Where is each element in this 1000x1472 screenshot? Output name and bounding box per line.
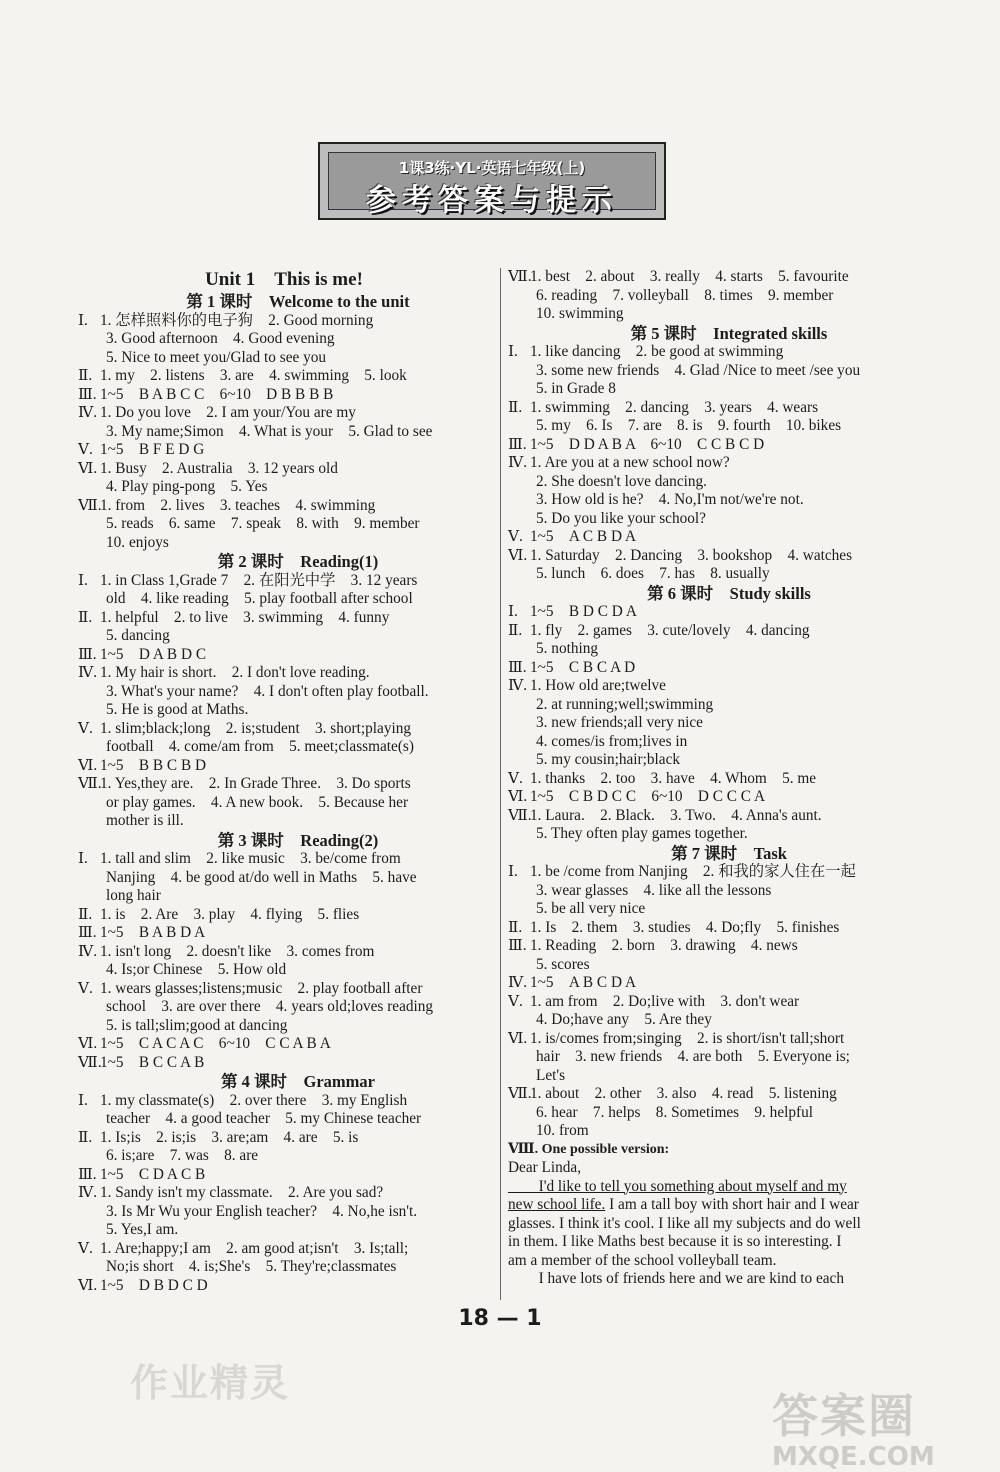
answer-line-indented [508,491,922,510]
answer-line-indented [508,1011,922,1030]
answer-line [508,268,922,287]
watermark-right-en: MXQE.COM [772,1442,935,1472]
answer-text: 1. my classmate(s) 2. over there 3. my English [100,1091,408,1109]
answer-text: 1. Busy 2. Australia 3. 12 years old [100,459,338,477]
roman-numeral: Ⅲ. [78,1165,97,1183]
answer-text: 3. How old is he? 4. No,I'm not/we're not. [536,491,804,508]
answer-line [78,850,490,869]
roman-numeral: Ⅴ. [78,979,93,997]
answer-text: 3. My name;Simon 4. What is your 5. Glad to see [106,422,433,440]
answer-text: 1~5 D A B D C [100,645,207,663]
roman-numeral: Ⅰ. [78,571,88,589]
answer-line [78,720,490,739]
answer-line [508,1030,922,1049]
answer-text: 1~5 B F E D G [100,441,205,458]
answer-text: 3. new friends;all very nice [536,714,703,731]
roman-numeral: Ⅲ. [78,924,97,941]
essay-line: Dear Linda, [508,1159,582,1176]
answer-line [78,646,490,665]
answer-text: 1~5 B B C B D [100,756,207,774]
essay-line: I'd like to tell you something about myself and my [508,1177,847,1195]
answer-text: hair 3. new friends 4. are both 5. Everyone is; [536,1048,850,1065]
answer-line-indented [78,627,490,646]
answer-text: 1. My hair is short. 2. I don't love reading. [100,664,370,681]
roman-numeral: Ⅶ. [508,268,532,285]
roman-numeral: Ⅵ. [508,1029,528,1047]
roman-numeral: Ⅱ. [78,608,93,626]
answer-line-indented [78,1017,490,1036]
answer-text: 1~5 C B D C C 6~10 D C C C A [530,788,765,805]
answer-text: school 3. are over there 4. years old;loves reading [106,998,434,1015]
answer-line-indented [508,1104,922,1123]
answer-line [78,1184,490,1203]
answer-line-indented [508,640,922,659]
answer-text: 1. Do you love 2. I am your/You are my [100,404,356,421]
section-heading: 第 3 课时 Reading(2) [217,830,379,850]
answer-text: 1~5 B A B C C 6~10 D B B B B [100,385,334,403]
answer-text: 3. What's your name? 4. I don't often play football. [106,682,429,700]
roman-numeral: Ⅳ. [78,1184,98,1201]
answer-text: 1~5 C D A C B [100,1165,206,1183]
answer-line-continued [78,887,490,906]
answer-line-indented [78,683,490,702]
answer-line [78,980,490,999]
roman-numeral: Ⅰ. [508,863,518,880]
answer-text: 1~5 B C C A B [100,1053,205,1071]
watermark-right [772,1380,984,1472]
answer-line [78,460,490,479]
answer-text: 10. from [536,1122,589,1139]
answer-text: 4. Play ping-pong 5. Yes [106,478,268,495]
answer-line [508,528,922,547]
answer-line-indented [508,751,922,770]
answer-text: 1. slim;black;long 2. is;student 3. short;playing [100,719,412,737]
answer-line [508,399,922,418]
answer-text: 1~5 A B C D A [530,974,637,991]
answer-line [78,497,490,516]
roman-numeral: Ⅶ. [508,1085,532,1102]
answer-text: 3. some new friends 4. Glad /Nice to meet /see you [536,361,861,379]
answer-text: mother is ill. [106,812,184,829]
answer-line [508,937,922,956]
answer-text: 1. 怎样照料你的电子狗 2. Good morning [100,311,374,329]
roman-numeral: Ⅲ. [508,658,527,676]
answer-text: 5. Do you like your school? [536,509,706,527]
answer-text: 2. She doesn't love dancing. [536,472,707,490]
answer-line-continued [78,869,490,888]
answer-text: 5. nothing [536,640,599,657]
answer-text: 5. lunch 6. does 7. has 8. usually [536,565,770,582]
answer-text: 1. Is;is 2. is;is 3. are;am 4. are 5. is [100,1128,359,1146]
roman-numeral: Ⅰ. [508,603,518,620]
roman-numeral: Ⅴ. [508,769,523,787]
roman-numeral: Ⅳ. [78,664,98,681]
answer-line [508,547,922,566]
answer-text: 1. swimming 2. dancing 3. years 4. wears [530,398,819,416]
answer-line [508,603,922,622]
answer-text: 1. my 2. listens 3. are 4. swimming 5. look [100,367,407,384]
answer-text: 5. be all very nice [536,900,646,917]
header-subtitle: 1课3练·YL·英语七年级(上) [398,159,586,177]
answer-line-indented [508,733,922,752]
answer-line [508,436,922,455]
page-number: 18 — 1 [458,1306,542,1331]
answer-text: 1~5 C B C A D [530,658,636,676]
answer-text: 10. enjoys [106,533,169,551]
answer-line-indented [508,956,922,975]
section-heading: 第 2 课时 Reading(1) [217,552,379,571]
answer-line-indented [508,473,922,492]
answer-line-indented [78,534,490,553]
column-divider [500,268,501,1300]
answer-text: 1~5 C A C A C 6~10 C C A B A [100,1035,331,1052]
answer-text: teacher 4. a good teacher 5. my Chinese teacher [106,1110,422,1127]
roman-numeral: Ⅴ. [78,719,93,737]
roman-numeral: Ⅶ. [508,806,532,824]
answer-line [78,572,490,591]
answer-text: 1. How old are;twelve [530,677,666,694]
roman-numeral: Ⅶ. [78,1053,102,1071]
essay-line: I have lots of friends here and we are kind to each [508,1270,844,1287]
answer-text: 1. tall and slim 2. like music 3. be/come from [100,850,401,867]
essay-line [508,1196,922,1215]
answer-line-indented [78,349,490,368]
answer-line-continued [508,1048,922,1067]
roman-numeral: Ⅶ. [78,496,102,514]
section-heading: 第 5 课时 Integrated skills [630,323,828,343]
answer-line-indented [78,515,490,534]
answer-text: 1. wears glasses;listens;music 2. play football after [100,979,423,997]
answer-line [508,919,922,938]
roman-numeral: Ⅴ. [508,528,523,545]
answer-line [78,906,490,925]
answer-text: 5. in Grade 8 [536,380,616,397]
section-heading: 第 1 课时 Welcome to the unit [186,292,410,311]
essay-line: glasses. I think it's cool. I like all my subjects and do well [508,1214,861,1232]
answer-line [508,770,922,789]
answer-line [508,622,922,641]
answer-text: 5. is tall;slim;good at dancing [106,1016,288,1034]
answer-text: 1~5 D D A B A 6~10 C C B C D [530,435,765,453]
answer-text: 1. Sandy isn't my classmate. 2. Are you sad? [100,1184,384,1201]
answer-text: 4. comes/is from;lives in [536,732,688,750]
left-column [78,268,490,1295]
answer-text: 5. dancing [106,627,170,644]
roman-numeral: Ⅰ. [508,343,518,360]
answer-line-indented [508,565,922,584]
essay-line: in them. I like Maths best because it is so interesting. I [508,1233,842,1250]
answer-text: 1. is/comes from;singing 2. is short/isn't tall;short [530,1029,845,1047]
roman-numeral: Ⅵ. [78,1276,98,1294]
answer-line-indented [508,714,922,733]
watermark-left: 作业精灵 [130,1361,291,1405]
answer-line [78,1129,490,1148]
answer-text: 1. best 2. about 3. really 4. starts 5. favourite [530,268,849,285]
answer-text: 6. hear 7. helps 8. Sometimes 9. helpful [536,1103,814,1121]
answer-text: 1. helpful 2. to live 3. swimming 4. funny [100,608,390,626]
answer-text: 1. Are you at a new school now? [530,454,730,471]
answer-line [508,788,922,807]
section-heading: 第 4 课时 Grammar [221,1072,375,1091]
answer-line-indented [508,417,922,436]
answer-text: 1. in Class 1,Grade 7 2. 在阳光中学 3. 12 years [100,571,418,589]
roman-numeral: Ⅲ. [508,937,527,954]
roman-numeral: Ⅱ. [78,905,93,923]
answer-line-indented [508,362,922,381]
answer-text: 1. Laura. 2. Black. 3. Two. 4. Anna's aunt. [530,806,822,824]
answer-line-indented [508,305,922,324]
answer-line-continued [78,998,490,1017]
answer-text: Let's [536,1066,566,1084]
answer-text: 3. Is Mr Wu your English teacher? 4. No,he isn't. [106,1202,418,1220]
roman-numeral: Ⅵ. [78,1035,98,1052]
answer-line-indented [78,1203,490,1222]
right-column [508,268,922,1289]
roman-numeral: Ⅴ. [508,992,523,1010]
roman-numeral: Ⅱ. [508,398,523,416]
answer-line [78,609,490,628]
answer-line [78,312,490,331]
essay-underlined: new school life. [508,1196,606,1213]
answer-line [78,775,490,794]
answer-text: 10. swimming [536,305,624,322]
answer-line [78,1277,490,1296]
roman-numeral: Ⅵ. [508,788,528,805]
roman-numeral: Ⅱ. [78,1128,93,1146]
answer-line-continued [78,590,490,609]
answer-line-indented [78,478,490,497]
answer-text: 1. isn't long 2. doesn't like 3. comes from [100,942,375,960]
roman-numeral: Ⅱ. [508,918,523,936]
answer-text: 1. about 2. other 3. also 4. read 5. listening [530,1085,837,1102]
answer-line [508,659,922,678]
answer-line [78,943,490,962]
answer-line [78,1035,490,1054]
answer-line-indented [78,701,490,720]
answer-line-indented [78,961,490,980]
answer-line-indented [508,882,922,901]
roman-numeral: Ⅰ. [78,311,88,329]
answer-text: 1~5 B D C D A [530,603,637,620]
roman-numeral: Ⅴ. [78,1239,93,1257]
answer-text: 4. Do;have any 5. Are they [536,1011,712,1028]
roman-numeral: Ⅵ. [78,756,98,774]
answer-text: old 4. like reading 5. play football after school [106,590,413,607]
answer-text: 5. my cousin;hair;black [536,751,681,768]
answer-text: Nanjing 4. be good at/do well in Maths 5. have [106,868,417,886]
answer-line [508,1085,922,1104]
answer-line-continued [78,794,490,813]
roman-numeral: Ⅳ. [508,677,528,694]
answer-line [78,386,490,405]
unit-title: Unit 1 This is me! [205,269,363,290]
answer-line-continued [78,1258,490,1277]
watermark-right-cn: 答案圈 [772,1389,916,1443]
answer-line-indented [508,510,922,529]
answer-line-continued [508,1067,922,1086]
answer-text: 5. He is good at Maths. [106,701,249,718]
answer-line [78,441,490,460]
answer-text: 6. is;are 7. was 8. are [106,1147,259,1164]
roman-numeral: Ⅲ. [508,435,527,453]
roman-numeral: Ⅵ. [508,546,528,564]
essay-text: I am a tall boy with short hair and I wear [605,1196,859,1213]
answer-line-continued [78,1110,490,1129]
answer-text: long hair [106,887,161,904]
roman-numeral: Ⅲ. [78,645,97,663]
answer-line-indented [78,1221,490,1240]
essay-line: am a member of the school volleyball team. [508,1251,777,1269]
answer-line [78,1092,490,1111]
roman-numeral: Ⅱ. [508,621,523,639]
answer-text: 5. scores [536,955,590,973]
answer-text: 1. Are;happy;I am 2. am good at;isn't 3. Is;tall; [100,1239,409,1257]
answer-text: No;is short 4. is;She's 5. They're;classmates [106,1258,397,1275]
answer-line [508,343,922,362]
roman-numeral: Ⅳ. [508,974,528,991]
answer-line [78,404,490,423]
answer-text: 3. Good afternoon 4. Good evening [106,330,335,347]
roman-numeral: Ⅳ. [508,454,528,471]
answer-text: 5. Yes,I am. [106,1221,179,1238]
answer-text: 6. reading 7. volleyball 8. times 9. member [536,286,834,304]
answer-line [508,974,922,993]
roman-numeral: Ⅲ. [78,385,97,403]
answer-text: 5. my 6. Is 7. are 8. is 9. fourth 10. bikes [536,417,842,434]
answer-line [78,1240,490,1259]
answer-text: 3. wear glasses 4. like all the lessons [536,881,772,899]
roman-numeral: Ⅳ. [78,404,98,421]
answer-text: 5. They often play games together. [536,825,748,842]
answer-text: 1. is 2. Are 3. play 4. flying 5. flies [100,905,360,923]
answer-line-indented [508,900,922,919]
answer-line [508,677,922,696]
answer-text: 2. at running;well;swimming [536,695,714,713]
answer-line [78,664,490,683]
roman-numeral: Ⅰ. [78,850,88,867]
answer-text: 4. Is;or Chinese 5. How old [106,961,287,978]
answer-line-indented [508,825,922,844]
answer-text: 1. Saturday 2. Dancing 3. bookshop 4. watches [530,546,853,564]
roman-numeral: Ⅱ. [78,367,93,384]
answer-text: 1. Reading 2. born 3. drawing 4. news [530,937,798,954]
answer-text: 1. be /come from Nanjing 2. 和我的家人住在一起 [530,863,856,880]
header-title: 参考答案与提示 [366,183,618,218]
answer-line [508,454,922,473]
answer-line [78,924,490,943]
answer-text: 1. fly 2. games 3. cute/lovely 4. dancing [530,621,810,639]
section-heading: 第 6 课时 Study skills [647,583,811,603]
answer-line [508,863,922,882]
answer-text: 1. from 2. lives 3. teaches 4. swimming [100,496,376,514]
answer-text: 1. Yes,they are. 2. In Grade Three. 3. Do sports [100,775,411,792]
answer-text: 1. like dancing 2. be good at swimming [530,343,784,360]
answer-line [508,807,922,826]
answer-line [78,1054,490,1073]
answer-text: football 4. come/am from 5. meet;classmate(s) [106,738,414,755]
answer-line-indented [78,423,490,442]
roman-numeral: Ⅴ. [78,441,93,458]
answer-text: 1. am from 2. Do;live with 3. don't wear [530,992,800,1010]
roman-numeral: Ⅳ. [78,942,98,960]
answer-text: 5. reads 6. same 7. speak 8. with 9. member [106,515,420,532]
roman-numeral: Ⅵ. [78,459,98,477]
answer-line [508,993,922,1012]
roman-numeral: Ⅰ. [78,1091,88,1109]
answer-line [78,757,490,776]
answer-line-indented [508,696,922,715]
header-banner [318,142,666,220]
roman-numeral: Ⅶ. [78,775,102,792]
answer-line-indented [508,1122,922,1141]
answer-text: 1~5 B A B D A [100,924,206,941]
answer-text: 1~5 A C B D A [530,528,637,545]
header-inner [328,152,656,218]
answer-line-continued [78,812,490,831]
answer-line-indented [78,1147,490,1166]
answer-text: 5. Nice to meet you/Glad to see you [106,348,327,366]
section-heading: 第 7 课时 Task [671,843,787,863]
answer-line-indented [78,330,490,349]
answer-line-indented [508,380,922,399]
essay-heading: Ⅷ. One possible version: [508,1141,670,1157]
answer-line-indented [508,287,922,306]
answer-line [78,1166,490,1185]
answer-line [78,367,490,386]
answer-text: or play games. 4. A new book. 5. Because her [106,793,409,811]
answer-text: 1~5 D B D C D [100,1276,208,1294]
answer-line-continued [78,738,490,757]
answer-text: 1. Is 2. them 3. studies 4. Do;fly 5. finishes [530,918,840,936]
answer-text: 1. thanks 2. too 3. have 4. Whom 5. me [530,769,817,787]
